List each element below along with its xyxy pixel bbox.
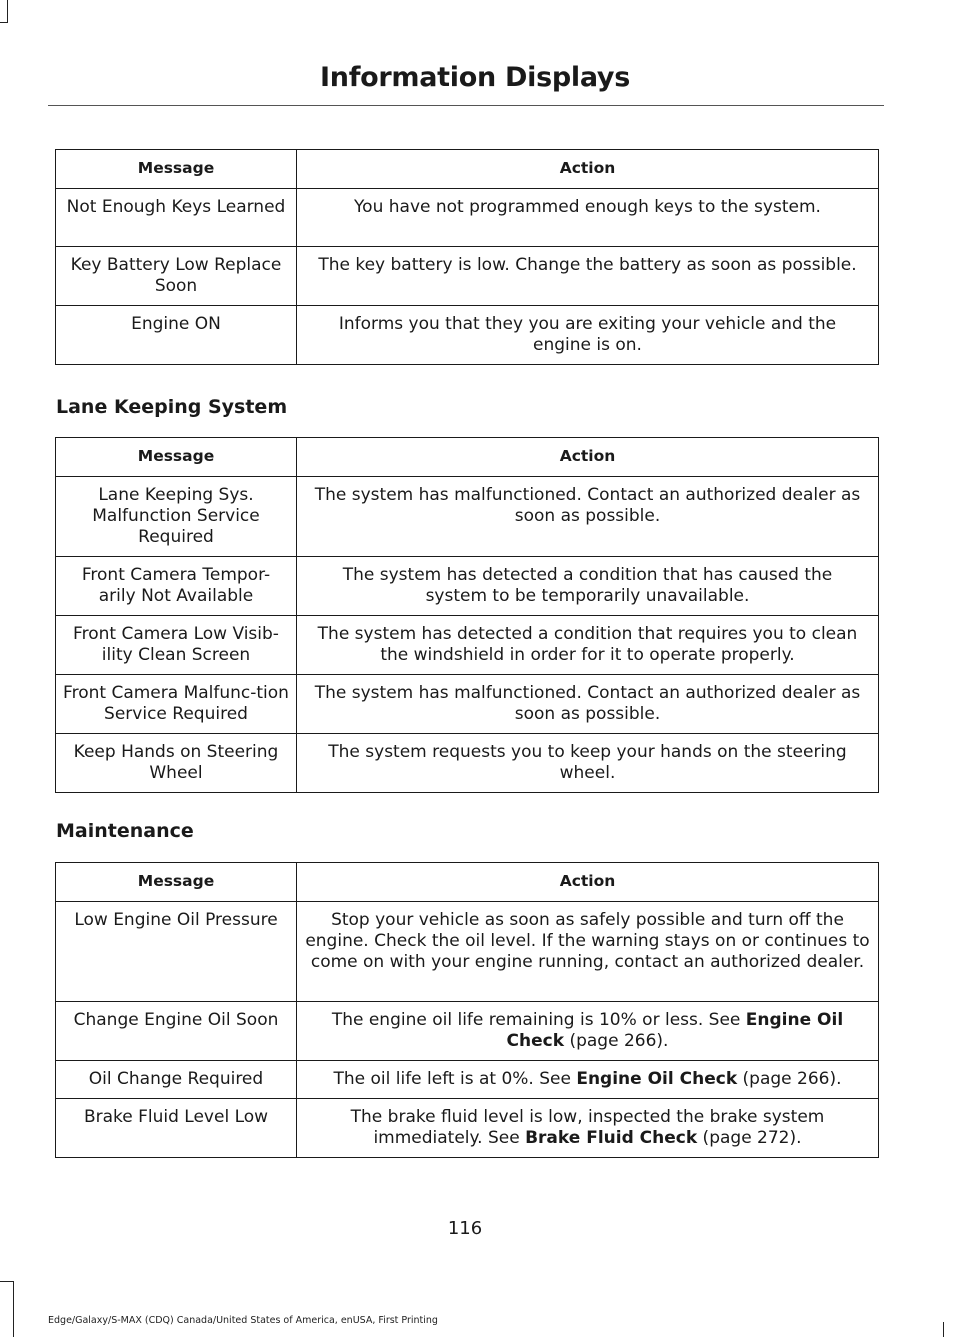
column-header-message: Message: [56, 438, 297, 477]
action-text: (page 266).: [564, 1031, 669, 1051]
table-row: [56, 616, 879, 675]
column-header-message: Message: [56, 863, 297, 902]
action-text: (page 272).: [697, 1128, 802, 1148]
message-cell: Engine ON: [56, 306, 297, 365]
message-cell: Lane Keeping Sys. Malfunction Service Required: [56, 477, 297, 557]
column-header-action: Action: [297, 438, 879, 477]
column-header-action: Action: [297, 150, 879, 189]
table-row: [56, 477, 879, 557]
page-reference-link[interactable]: Brake Fluid Check: [525, 1128, 698, 1148]
column-header-action: Action: [297, 863, 879, 902]
action-cell: Informs you that they you are exiting your vehicle and the engine is on.: [297, 306, 879, 365]
section-heading-maintenance: Maintenance: [56, 820, 194, 842]
action-cell: [297, 1002, 879, 1061]
action-text: (page 266).: [737, 1069, 842, 1089]
crop-mark-bottom-right-v: [943, 1322, 944, 1337]
table-row: [56, 1061, 879, 1099]
crop-mark-top-left-h: [0, 22, 8, 23]
header-rule: [48, 105, 884, 106]
action-cell: The key battery is low. Change the battery as soon as possible.: [297, 247, 879, 306]
message-cell: Keep Hands on Steering Wheel: [56, 734, 297, 793]
action-cell: Stop your vehicle as soon as safely possible and turn off the engine. Check the oil level. If the warning stays on or continues to come on with your engine running, contact an authorized dealer.: [297, 902, 879, 1002]
crop-mark-bottom-left-h: [0, 1281, 14, 1282]
table-header-row: [56, 438, 879, 477]
table-row: [56, 1099, 879, 1158]
table-row: [56, 675, 879, 734]
message-cell: Front Camera Malfunc-tion Service Required: [56, 675, 297, 734]
table-row: [56, 189, 879, 247]
action-text: The brake fluid level is low, inspected the brake system immediately. See: [350, 1107, 825, 1148]
action-cell: The system has malfunctioned. Contact an authorized dealer as soon as possible.: [297, 477, 879, 557]
action-cell: [297, 1061, 879, 1099]
table-row: [56, 557, 879, 616]
message-cell: Change Engine Oil Soon: [56, 1002, 297, 1061]
message-cell: Key Battery Low Replace Soon: [56, 247, 297, 306]
action-cell: The system requests you to keep your hands on the steering wheel.: [297, 734, 879, 793]
action-cell: You have not programmed enough keys to the system.: [297, 189, 879, 247]
maintenance-table: [55, 862, 879, 1158]
table-row: [56, 1002, 879, 1061]
page-number: 116: [447, 1218, 483, 1239]
message-cell: Front Camera Tempor-arily Not Available: [56, 557, 297, 616]
message-cell: Not Enough Keys Learned: [56, 189, 297, 247]
page-reference-link[interactable]: Engine Oil Check: [576, 1069, 738, 1089]
action-cell: The system has detected a condition that requires you to clean the windshield in order for it to operate properly.: [297, 616, 879, 675]
section-heading-lane-keeping: Lane Keeping System: [56, 396, 288, 418]
column-header-message: Message: [56, 150, 297, 189]
action-cell: The system has malfunctioned. Contact an authorized dealer as soon as possible.: [297, 675, 879, 734]
action-cell: [297, 1099, 879, 1158]
action-text: The engine oil life remaining is 10% or less. See: [331, 1010, 746, 1030]
message-cell: Front Camera Low Visib-ility Clean Screen: [56, 616, 297, 675]
footer-edition-note: Edge/Galaxy/S-MAX (CDQ) Canada/United States of America, enUSA, First Printing: [48, 1315, 438, 1326]
table-row: [56, 306, 879, 365]
lane-keeping-table: [55, 437, 879, 793]
message-cell: Low Engine Oil Pressure: [56, 902, 297, 1002]
table-row: [56, 902, 879, 1002]
table-header-row: [56, 863, 879, 902]
action-cell: The system has detected a condition that has caused the system to be temporarily unavailable.: [297, 557, 879, 616]
message-cell: Oil Change Required: [56, 1061, 297, 1099]
message-cell: Brake Fluid Level Low: [56, 1099, 297, 1158]
crop-mark-bottom-left-v: [13, 1282, 14, 1337]
action-text: The oil life left is at 0%. See: [333, 1069, 577, 1089]
table-header-row: [56, 150, 879, 189]
crop-mark-top-left-v: [7, 0, 8, 22]
page-title: Information Displays: [320, 62, 630, 93]
key-messages-table: [55, 149, 879, 365]
table-row: [56, 734, 879, 793]
table-row: [56, 247, 879, 306]
page-reference-link[interactable]: Engine Oil Check: [506, 1010, 844, 1051]
